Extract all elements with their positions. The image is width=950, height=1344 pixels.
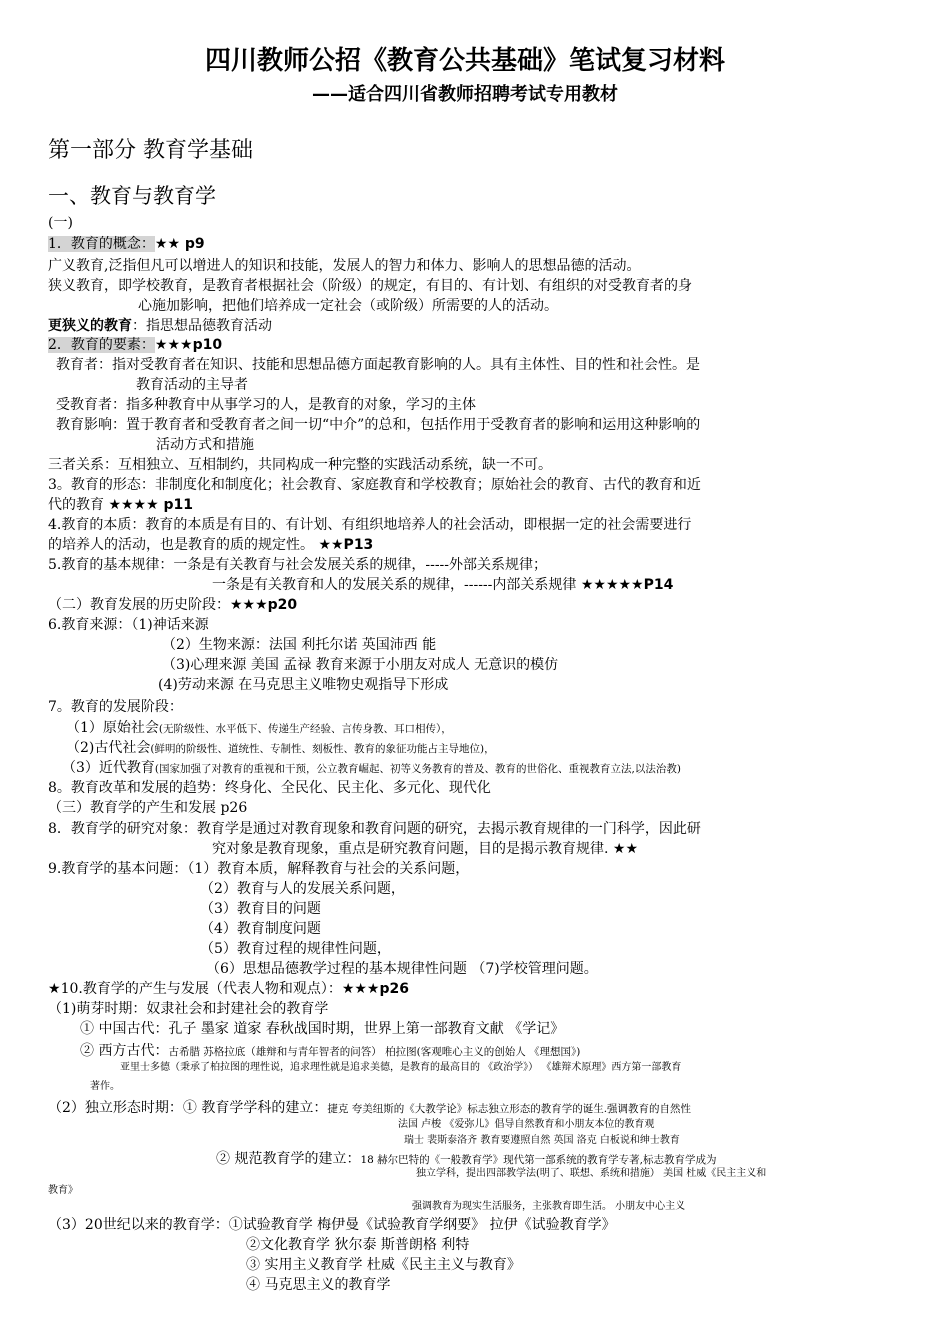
text-part: （2)古代社会: [66, 740, 151, 756]
text-line: （3)心理来源 美国 孟禄 教育来源于小朋友对成人 无意识的模仿: [162, 657, 559, 673]
text-line: (4)劳动来源 在马克思主义唯物史观指导下形成: [158, 677, 449, 693]
text-line: [66, 721, 452, 735]
text-line: 狭义教育，即学校教育，是教育者根据社会（阶级）的规定，有目的、有计划、有组织的对受教育者的身: [48, 278, 692, 294]
heading-text: 2．教育的要素：: [48, 337, 155, 353]
text-line: （6）思想品德教学过程的基本规律性问题 （7)学校管理问题。: [206, 961, 598, 977]
heading-text: （二）教育发展的历史阶段：: [48, 597, 230, 613]
text-line: 活动方式和措施: [156, 437, 254, 453]
text-line: [212, 842, 638, 856]
text-part: 一条是有关教育和人的发展关系的规律，------内部关系规律: [212, 577, 581, 593]
small-note: 捷克 夸美纽斯的《大教学论》标志独立形态的教育学的诞生.强调教育的自然性: [327, 1103, 692, 1115]
text-part: （2）独立形态时期：① 教育学学科的建立：: [48, 1100, 328, 1116]
text-line: 7。教育的发展阶段：: [48, 699, 183, 715]
text-line: 心施加影响，把他们培养成一定社会（或阶级）所需要的人的活动。: [138, 298, 558, 314]
text-part: 的培养人的活动，也是教育的质的规定性。: [48, 537, 319, 553]
text-line: 3。教育的形态：非制度化和制度化；社会教育、家庭教育和学校教育；原始社会的教育、古代的教育和近: [48, 477, 701, 493]
text-line: [48, 538, 373, 552]
text-line: 受教育者：指多种教育中从事学习的人，是教育的对象，学习的主体: [56, 397, 476, 413]
section-heading: [48, 598, 297, 612]
small-text-line: 著作。: [90, 1081, 120, 1092]
star-rating: ★★★★ p11: [108, 497, 194, 513]
document-title: 四川教师公招《教育公共基础》笔试复习材料: [205, 46, 726, 76]
text-line: （2）生物来源：法国 利托尔诺 英国沛西 能: [162, 637, 437, 653]
text-line: （2）教育与人的发展关系问题，: [200, 881, 405, 897]
star-rating: ★★★p10: [154, 337, 223, 353]
document-subtitle: ——适合四川省教师招聘考试专用教材: [312, 84, 618, 105]
text-line: 5.教育的基本规律：一条是有关教育与社会发展关系的规律，-----外部关系规律；: [48, 557, 548, 573]
section-heading: （三）教育学的产生和发展 p26: [48, 800, 248, 816]
small-text-line: 法国 卢梭 《爱弥儿》倡导自然教育和小朋友本位的教育观: [398, 1119, 655, 1130]
text-part: （1）原始社会: [66, 720, 159, 736]
text-line: ③ 实用主义教育学 杜威《民主主义与教育》: [246, 1257, 521, 1273]
section-marker: (一): [48, 215, 73, 231]
text-part: ② 西方古代：: [80, 1043, 169, 1059]
bold-term: 更狭义的教育: [48, 318, 132, 334]
text-line: 6.教育来源：（1)神话来源: [48, 617, 209, 633]
text-line: （4）教育制度问题: [200, 921, 321, 937]
small-note: 古希腊 苏格拉底（雄辩和与青年智者的问答） 柏拉图(客观唯心主义的创始人 《理想国》): [168, 1046, 581, 1058]
star-rating: ★★★p26: [341, 981, 409, 997]
section-heading: [48, 982, 409, 996]
text-part: ② 规范教育学的建立：: [216, 1151, 361, 1167]
text-line: （1)萌芽时期：奴隶社会和封建社会的教育学: [48, 1001, 329, 1017]
text-line: [66, 741, 495, 755]
small-note: (鲜明的阶级性、道统性、专制性、刻板性、教育的象征功能占主导地位)，: [150, 743, 495, 755]
text-part: 代的教育: [48, 497, 109, 513]
star-rating: ★★: [612, 841, 639, 857]
item-2-heading: [48, 338, 222, 352]
text-line: [48, 1101, 691, 1115]
small-text-line: 强调教育为现实生活服务，主张教育即生活。 小朋友中心主义: [412, 1201, 686, 1212]
definition-text: ：指思想品德教育活动: [132, 318, 272, 334]
text-line: [62, 761, 681, 775]
text-line: 9.教育学的基本问题：（1）教育本质，解释教育与社会的关系问题，: [48, 861, 470, 877]
text-line: 8．教育学的研究对象：教育学是通过对教育现象和教育问题的研究，去揭示教育规律的一门科学，因此研: [48, 821, 701, 837]
chapter-title: 一、教育与教育学: [48, 184, 216, 208]
small-note: (国家加强了对教育的重视和干预，公立教育崛起、初等义务教育的普及、教育的世俗化、重视教育立法,以法治教): [154, 763, 681, 775]
text-line: （3）20世纪以来的教育学：①试验教育学 梅伊曼《试验教育学纲要》 拉伊《试验教育学》: [48, 1217, 616, 1233]
text-line: （3）教育目的问题: [200, 901, 321, 917]
star-icon: ★: [48, 981, 61, 997]
star-rating: ★★ p9: [154, 236, 205, 252]
heading-text: 1．教育的概念：: [48, 236, 155, 252]
small-text-line: 独立学科，提出四部教学法(明了、联想、系统和措施） 美国 杜威《民主主义和: [416, 1168, 767, 1179]
text-line: ②文化教育学 狄尔泰 斯普朗格 利特: [246, 1237, 470, 1253]
star-rating: ★★★p20: [230, 597, 298, 613]
text-line: 教育活动的主导者: [136, 377, 248, 393]
small-text-line: 亚里士多德（秉承了柏拉图的理性说，追求理性就是追求美德，是教育的最高目的 《政治学》） 《雄辩术原理》西方第一部教育: [120, 1062, 682, 1073]
item-1-heading: [48, 237, 205, 251]
text-part: 究对象是教育现象，重点是研究教育问题，目的是揭示教育规律.: [212, 841, 613, 857]
small-note: 18 赫尔巴特的《一般教育学》现代第一部系统的教育学专著,标志教育学成为: [360, 1154, 717, 1166]
text-line: 8。教育改革和发展的趋势：终身化、全民化、民主化、多元化、现代化: [48, 780, 491, 796]
part-title: 第一部分 教育学基础: [48, 138, 253, 163]
text-line: [80, 1044, 580, 1058]
heading-text: 10.教育学的产生与发展（代表人物和观点）：: [60, 981, 342, 997]
small-text-line: 教育》: [48, 1185, 78, 1196]
small-note: (无阶级性、水平低下、传递生产经验、言传身教、耳口相传），: [158, 723, 452, 735]
text-line: [48, 498, 193, 512]
small-text-line: 瑞士 裴斯泰洛齐 教育要遵照自然 英国 洛克 白板说和绅士教育: [404, 1135, 680, 1146]
text-line: ① 中国古代：孔子 墨家 道家 春秋战国时期，世界上第一部教育文献 《学记》: [80, 1021, 565, 1037]
text-line: 教育者：指对受教育者在知识、技能和思想品德方面起教育影响的人。具有主体性、目的性和社会性。是: [56, 357, 700, 373]
text-line: 三者关系：互相独立、互相制约，共同构成一种完整的实践活动系统，缺一不可。: [48, 457, 552, 473]
text-line: [216, 1152, 717, 1166]
text-line: ④ 马克思主义的教育学: [246, 1277, 391, 1293]
text-line: 广义教育,泛指但凡可以增进人的知识和技能，发展人的智力和体力、影响人的思想品德的活动。: [48, 258, 641, 274]
text-line: [48, 319, 272, 333]
star-rating: ★★P13: [318, 537, 374, 553]
star-rating: ★★★★★P14: [580, 577, 674, 593]
text-line: （5）教育过程的规律性问题，: [200, 941, 391, 957]
text-part: （3）近代教育: [62, 760, 155, 776]
text-line: [212, 578, 673, 592]
text-line: 教育影响：置于教育者和受教育者之间一切“中介”的总和，包括作用于受教育者的影响和运用这种影响的: [56, 417, 701, 433]
text-line: 4.教育的本质：教育的本质是有目的、有计划、有组织地培养人的社会活动，即根据一定的社会需要进行: [48, 517, 692, 533]
